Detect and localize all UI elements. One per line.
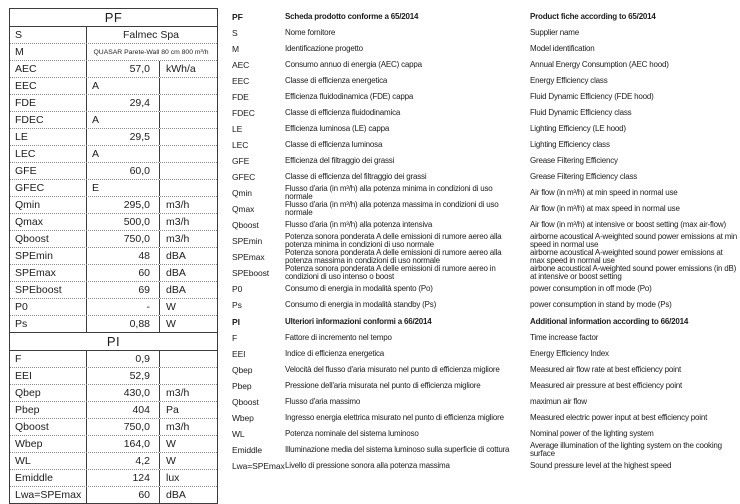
unit-cell <box>159 163 217 179</box>
code-label: WL <box>232 429 245 439</box>
table-row <box>10 435 217 452</box>
unit-cell: Pa <box>159 402 217 418</box>
table-row <box>10 281 217 298</box>
code-cell: P0 <box>15 301 28 313</box>
table-row <box>10 367 217 384</box>
description-row <box>232 265 738 281</box>
unit-cell: dBA <box>159 265 217 281</box>
description-english: Measured electric power input at best efficiency point <box>530 413 708 422</box>
code-cell: Ps <box>15 318 28 330</box>
description-english: Supplier name <box>530 28 579 37</box>
description-english: Grease Filtering Efficiency <box>530 156 618 165</box>
table-row <box>10 315 217 332</box>
product-fiche-table <box>9 8 218 504</box>
unit-cell: m3/h <box>159 419 217 435</box>
description-english: Fluid Dynamic Efficiency class <box>530 108 632 117</box>
description-row <box>232 25 738 41</box>
code-label: Qmax <box>232 204 255 214</box>
table-row <box>10 77 217 94</box>
unit-cell <box>159 78 217 94</box>
code-label: SPEmin <box>232 236 263 246</box>
code-cell: M <box>15 46 24 58</box>
description-italian: Classe di efficienza del filtraggio dei grassi <box>285 172 427 181</box>
unit-cell: W <box>159 316 217 332</box>
table-row <box>10 162 217 179</box>
description-italian: Classe di efficienza luminosa <box>285 140 383 149</box>
code-cell: Qmax <box>15 216 44 228</box>
description-row <box>232 394 738 410</box>
value-cell: 164,0 <box>86 436 159 452</box>
code-cell: FDEC <box>15 114 44 126</box>
code-cell: EEC <box>15 80 37 92</box>
description-italian: Consumo annuo di energia (AEC) cappa <box>285 60 422 69</box>
code-cell: SPEboost <box>15 284 62 296</box>
code-cell: LE <box>15 131 28 143</box>
table-section-header-row <box>10 9 217 27</box>
description-english: Air flow (in m³/h) at min speed in normal use <box>530 188 678 197</box>
code-label: F <box>232 333 238 343</box>
code-cell: Qbep <box>15 387 41 399</box>
table-row <box>10 111 217 128</box>
unit-cell: m3/h <box>159 231 217 247</box>
value-cell: 500,0 <box>86 214 159 230</box>
description-row <box>232 330 738 346</box>
description-italian: Ingresso energia elettrica misurato nel punto di efficienza migliore <box>285 413 504 422</box>
description-italian: Pressione dell'aria misurata nel punto di efficienza migliore <box>285 381 481 390</box>
value-cell: 295,0 <box>86 197 159 213</box>
table-section-header-row <box>10 332 217 351</box>
description-row <box>232 89 738 105</box>
code-cell: SPEmax <box>15 267 56 279</box>
code-cell: LEC <box>15 148 36 160</box>
description-row <box>232 105 738 121</box>
descriptions <box>232 8 738 474</box>
code-label: GFEC <box>232 172 256 182</box>
description-english: Additional information according to 66/2014 <box>530 316 689 326</box>
value-cell: 750,0 <box>86 231 159 247</box>
description-italian: Nome fornitore <box>285 28 336 37</box>
code-cell: Pbep <box>15 404 40 416</box>
code-label: EEC <box>232 76 250 86</box>
description-row <box>232 378 738 394</box>
unit-cell: dBA <box>159 487 217 503</box>
table-row <box>10 418 217 435</box>
description-italian: Efficienza fluidodinamica (FDE) cappa <box>285 92 414 101</box>
code-cell: GFEC <box>15 182 45 194</box>
description-row <box>232 153 738 169</box>
unit-cell: lux <box>159 470 217 486</box>
table-row <box>10 128 217 145</box>
code-cell: Lwa=SPEmax <box>15 489 82 501</box>
description-english: Model identification <box>530 44 595 53</box>
unit-cell: W <box>159 453 217 469</box>
code-cell: EEI <box>15 370 32 382</box>
description-italian: Potenza sonora ponderata A delle emissioni di rumore aereo alla potenza massima in condizioni di uso normale <box>285 248 502 265</box>
description-english: Energy Efficiency class <box>530 76 608 85</box>
code-label: SPEmax <box>232 252 265 262</box>
description-row <box>232 137 738 153</box>
value-cell: 4,2 <box>86 453 159 469</box>
description-italian: Illuminazione media del sistema luminoso sulla superficie di cottura <box>285 445 510 454</box>
description-italian: Efficienza del filtraggio dei grassi <box>285 156 395 165</box>
code-cell: Wbep <box>15 438 43 450</box>
description-italian: Identificazione progetto <box>285 44 363 53</box>
unit-cell: kWh/a <box>159 61 217 77</box>
unit-cell: W <box>159 436 217 452</box>
description-row <box>232 297 738 313</box>
code-cell: AEC <box>15 63 37 75</box>
description-english: Average illumination of the lighting system on the cooking surface <box>530 441 722 458</box>
table-row <box>10 298 217 315</box>
value-cell: A <box>86 146 159 162</box>
code-cell: Qboost <box>15 421 49 433</box>
description-italian: Classe di efficienza fluidodinamica <box>285 108 401 117</box>
description-row <box>232 73 738 89</box>
code-cell: S <box>15 29 23 41</box>
unit-cell: m3/h <box>159 197 217 213</box>
unit-cell <box>159 180 217 196</box>
code-cell: Qmin <box>15 199 41 211</box>
code-cell: F <box>15 353 22 365</box>
description-english: Energy Efficiency Index <box>530 349 609 358</box>
unit-cell <box>159 112 217 128</box>
description-english: Sound pressure level at the highest speed <box>530 461 672 470</box>
description-header-row <box>232 313 738 330</box>
table-row <box>10 43 217 60</box>
description-italian: Consumo di energia in modalità spento (Po) <box>285 284 433 293</box>
description-italian: Flusso d'aria (in m³/h) alla potenza intensiva <box>285 220 433 229</box>
description-row <box>232 362 738 378</box>
code-label: Qmin <box>232 188 252 198</box>
table-row <box>10 94 217 111</box>
code-label: Lwa=SPEmax <box>232 461 285 471</box>
description-english: Measured air flow rate at best efficiency point <box>530 365 681 374</box>
description-row <box>232 201 738 217</box>
code-label: SPEboost <box>232 268 270 278</box>
description-italian: Consumo di energia in modalità standby (Ps) <box>285 300 437 309</box>
value-cell: 404 <box>86 402 159 418</box>
description-italian: Fattore di incremento nel tempo <box>285 333 392 342</box>
value-cell: 57,0 <box>86 61 159 77</box>
code-cell: Emiddle <box>15 472 53 484</box>
table-row <box>10 401 217 418</box>
description-italian: Efficienza luminosa (LE) cappa <box>285 124 390 133</box>
value-cell: Falmec Spa <box>86 27 215 43</box>
value-cell: 48 <box>86 248 159 264</box>
code-label: Ps <box>232 300 242 310</box>
value-cell: E <box>86 180 159 196</box>
description-italian: Livello di pressione sonora alla potenza massima <box>285 461 450 470</box>
code-label: FDE <box>232 92 249 102</box>
value-cell: 69 <box>86 282 159 298</box>
code-label: Emiddle <box>232 445 263 455</box>
description-english: Fluid Dynamic Efficiency (FDE hood) <box>530 92 654 101</box>
value-cell: 29,4 <box>86 95 159 111</box>
description-english: Nominal power of the lighting system <box>530 429 654 438</box>
code-label: P0 <box>232 284 243 294</box>
description-english: Time increase factor <box>530 333 599 342</box>
unit-cell <box>159 129 217 145</box>
value-cell: 750,0 <box>86 419 159 435</box>
unit-cell: dBA <box>159 248 217 264</box>
description-row <box>232 410 738 426</box>
code-label: Qboost <box>232 220 259 230</box>
table-row <box>10 452 217 469</box>
code-cell: SPEmin <box>15 250 53 262</box>
table-row <box>10 247 217 264</box>
table-row <box>10 469 217 486</box>
code-cell: WL <box>15 455 31 467</box>
code-label: AEC <box>232 60 250 70</box>
description-english: Annual Energy Consumption (AEC hood) <box>530 60 669 69</box>
description-row <box>232 346 738 362</box>
table-row <box>10 384 217 401</box>
table-row <box>10 145 217 162</box>
value-cell: 52,9 <box>86 368 159 384</box>
description-english: airbone acoustical A-weighted sound power emissions (in dB) at intensive or boost setting <box>530 264 737 281</box>
unit-cell: W <box>159 299 217 315</box>
description-italian: Potenza nominale del sistema luminoso <box>285 429 419 438</box>
value-cell: QUASAR Parete-Wall 80 cm 800 m³/h <box>86 44 215 60</box>
description-row <box>232 426 738 442</box>
unit-cell <box>159 95 217 111</box>
code-label: Pbep <box>232 381 252 391</box>
section-title-pi: PI <box>106 334 121 349</box>
table-row <box>10 179 217 196</box>
description-english: power consumption in stand by mode (Ps) <box>530 300 672 309</box>
description-italian: Indice di efficienza energetica <box>285 349 385 358</box>
description-italian: Ulteriori informazioni conformi a 66/2014 <box>285 316 432 326</box>
description-italian: Velocità del flusso d'aria misurato nel punto di efficienza migliore <box>285 365 500 374</box>
table-row <box>10 196 217 213</box>
section-title-pf: PF <box>104 10 123 25</box>
value-cell: A <box>86 78 159 94</box>
table-row <box>10 60 217 77</box>
description-row <box>232 121 738 137</box>
table-row <box>10 264 217 281</box>
code-cell: Qboost <box>15 233 49 245</box>
unit-cell: m3/h <box>159 214 217 230</box>
unit-cell: m3/h <box>159 385 217 401</box>
code-label: PI <box>232 316 240 327</box>
code-cell: GFE <box>15 165 37 177</box>
table-row <box>10 27 217 43</box>
description-italian: Potenza sonora ponderata A delle emissioni di rumore aereo in condizioni di uso intenso o boost <box>285 264 496 281</box>
code-label: S <box>232 28 238 38</box>
code-cell: FDE <box>15 97 36 109</box>
description-english: Measured air pressure at best efficiency point <box>530 381 683 390</box>
value-cell: 430,0 <box>86 385 159 401</box>
value-cell: 29,5 <box>86 129 159 145</box>
value-cell: 60 <box>86 487 159 503</box>
code-label: M <box>232 44 239 54</box>
description-english: Product fiche according to 65/2014 <box>530 11 656 21</box>
description-italian: Potenza sonora ponderata A delle emissioni di rumore aereo alla potenza minima in condizioni di uso normale <box>285 232 502 249</box>
description-row <box>232 57 738 73</box>
code-label: Qbep <box>232 365 253 375</box>
code-label: EEI <box>232 349 246 359</box>
description-english: Air flow (in m³/h) at intensive or boost setting (max air-flow) <box>530 220 726 229</box>
value-cell: 0,88 <box>86 316 159 332</box>
value-cell: 0,9 <box>86 351 159 367</box>
code-label: Qboost <box>232 397 259 407</box>
description-italian: Flusso d'aria (in m³/h) alla potenza minima in condizioni di uso normale <box>285 184 493 201</box>
description-english: airborne acoustical A-weighted sound power emissions at max speed in normal use <box>530 248 723 265</box>
description-english: Lighting Efficiency (LE hood) <box>530 124 626 133</box>
description-row <box>232 41 738 57</box>
description-header-row <box>232 8 738 25</box>
value-cell: 60,0 <box>86 163 159 179</box>
unit-cell: dBA <box>159 282 217 298</box>
description-english: Lighting Efficiency class <box>530 140 610 149</box>
description-italian: Scheda prodotto conforme a 65/2014 <box>285 11 419 21</box>
code-label: GFE <box>232 156 250 166</box>
description-english: airborne acoustical A-weighted sound power emissions at min speed in normal use <box>530 232 737 249</box>
description-italian: Flusso d'aria massimo <box>285 397 361 406</box>
unit-cell <box>159 351 217 367</box>
description-english: Grease Filtering Efficiency class <box>530 172 638 181</box>
unit-cell <box>159 146 217 162</box>
description-row <box>232 442 738 458</box>
description-english: power consumption in off mode (Po) <box>530 284 652 293</box>
unit-cell <box>159 368 217 384</box>
description-row <box>232 458 738 474</box>
code-label: LE <box>232 124 243 134</box>
description-english: Air flow (in m³/h) at max speed in normal use <box>530 204 680 213</box>
description-row <box>232 217 738 233</box>
table-row <box>10 230 217 247</box>
value-cell: 60 <box>86 265 159 281</box>
code-label: FDEC <box>232 108 255 118</box>
table-row <box>10 351 217 367</box>
table-row <box>10 486 217 503</box>
description-row <box>232 185 738 201</box>
description-italian: Flusso d'aria (in m³/h) alla potenza massima in condizioni di uso normale <box>285 200 499 217</box>
description-row <box>232 249 738 265</box>
description-row <box>232 281 738 297</box>
description-row <box>232 169 738 185</box>
table-row <box>10 213 217 230</box>
code-label: PF <box>232 11 243 22</box>
code-label: Wbep <box>232 413 254 423</box>
value-cell: 124 <box>86 470 159 486</box>
value-cell: - <box>86 299 159 315</box>
value-cell: A <box>86 112 159 128</box>
description-row <box>232 233 738 249</box>
code-label: LEC <box>232 140 249 150</box>
description-italian: Classe di efficienza energetica <box>285 76 388 85</box>
description-english: maximun air flow <box>530 397 587 406</box>
